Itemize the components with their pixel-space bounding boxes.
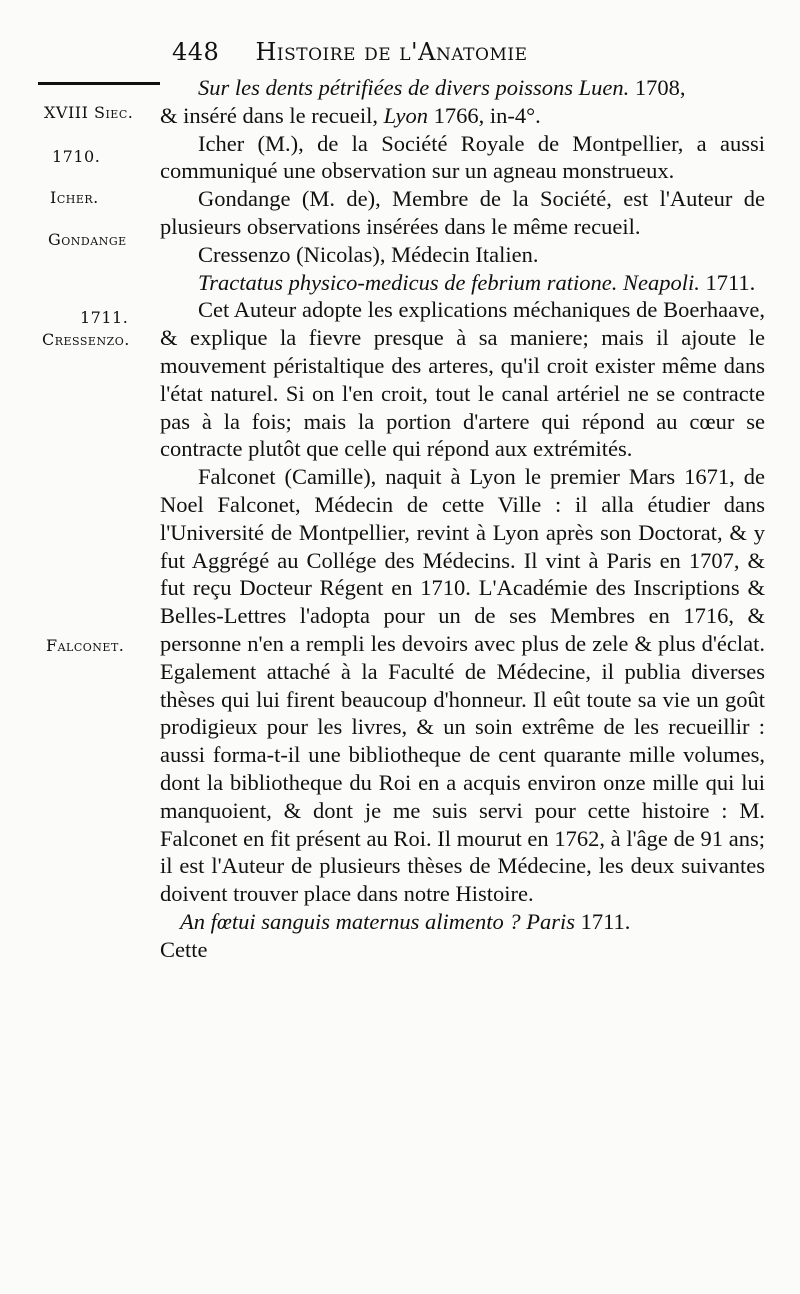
- tractatus-year: 1711.: [705, 269, 756, 295]
- catchword: Cette: [160, 936, 208, 962]
- luen-cont-b: 1766, in-4°.: [433, 102, 541, 128]
- tractatus-title: Tractatus physico-medicus de febrium ratione. Neapoli.: [198, 269, 700, 295]
- luen-cont-a: & inséré dans le recueil,: [160, 102, 379, 128]
- an-foetui-title: An fœtui sanguis maternus alimento ? Paris: [180, 908, 576, 934]
- luen-title: Sur les dents pétrifiées de divers poissons Luen.: [198, 75, 630, 100]
- margin-year-1711: 1711.: [80, 308, 129, 327]
- an-foetui-year: 1711.: [580, 908, 631, 934]
- margin-century: XVIII Siec.: [44, 103, 134, 122]
- margin-cressenzo: Cressenzo.: [42, 330, 130, 349]
- page-number: 448: [172, 38, 220, 66]
- main-text: [160, 74, 765, 964]
- margin-year-1710: 1710.: [52, 147, 101, 166]
- gondange-paragraph: Gondange (M. de), Membre de la Société, est l'Auteur de plusieurs observations insérées dans le même recueil.: [160, 186, 765, 239]
- icher-paragraph: Icher (M.), de la Société Royale de Montpellier, a aussi communiqué une observation sur un agneau monstrueux.: [160, 130, 765, 184]
- running-title: Histoire de l'Anatomie: [255, 38, 528, 66]
- margin-gondange: Gondange: [48, 230, 127, 249]
- an-foetui-citation: [160, 908, 765, 936]
- margin-falconet: Falconet.: [46, 636, 125, 655]
- cressenzo-commentary: Cet Auteur adopte les explications méchaniques de Boerhaave, & explique la fievre presque à sa maniere; mais il ajoute le mouvement péristaltique des arteres, qu'il croit exister même dans l'état naturel. Si on l'en croit, tout le canal artériel ne se contracte pas à la fois; mais la portion d'artere qui répond au cœur se contracte plutôt que celle qui répond aux extrémités.: [160, 297, 765, 462]
- luen-year: 1708,: [634, 75, 686, 100]
- falconet-paragraph: Falconet (Camille), naquit à Lyon le premier Mars 1671, de Noel Falconet, Médecin de cette Ville : il alla étudier dans l'Université de Montpellier, revint à Lyon après son Doctorat, & y fut Aggrégé au Collége des Médecins. Il vint à Paris en 1707, & fut reçu Docteur Régent en 1710. L'Académie des Inscriptions & Belles-Lettres l'adopta pour un de ses Membres en 1716, & personne n'en a rempli les devoirs avec plus de zele & plus d'éclat. Egalement attaché à la Faculté de Médecine, il publia diverses thèses qui lui firent beaucoup d'honneur. Il eût toute sa vie un goût prodigieux pour les livres, & un soin extrême de les recueillir : aussi forma-t-il une bibliotheque de cent quarante mille volumes, dont la bibliotheque du Roi en a acquis environ onze mille qui lui manquoient, & dont je me suis servi pour cette histoire : M. Falconet en fit présent au Roi. Il mourut en 1762, à l'âge de 91 ans; il est l'Auteur de plusieurs thèses de Médecine, les deux suivantes doivent trouver place dans notre Histoire.: [160, 464, 765, 907]
- luen-continuation: [160, 102, 765, 130]
- cressenzo-paragraph: Cressenzo (Nicolas), Médecin Italien.: [198, 241, 539, 267]
- luen-cont-place: Lyon: [383, 102, 429, 128]
- margin-icher: Icher.: [50, 188, 99, 207]
- running-header: [172, 38, 732, 66]
- tractatus-citation: [160, 269, 765, 297]
- margin-rule: [38, 82, 160, 85]
- luen-entry: [160, 74, 765, 102]
